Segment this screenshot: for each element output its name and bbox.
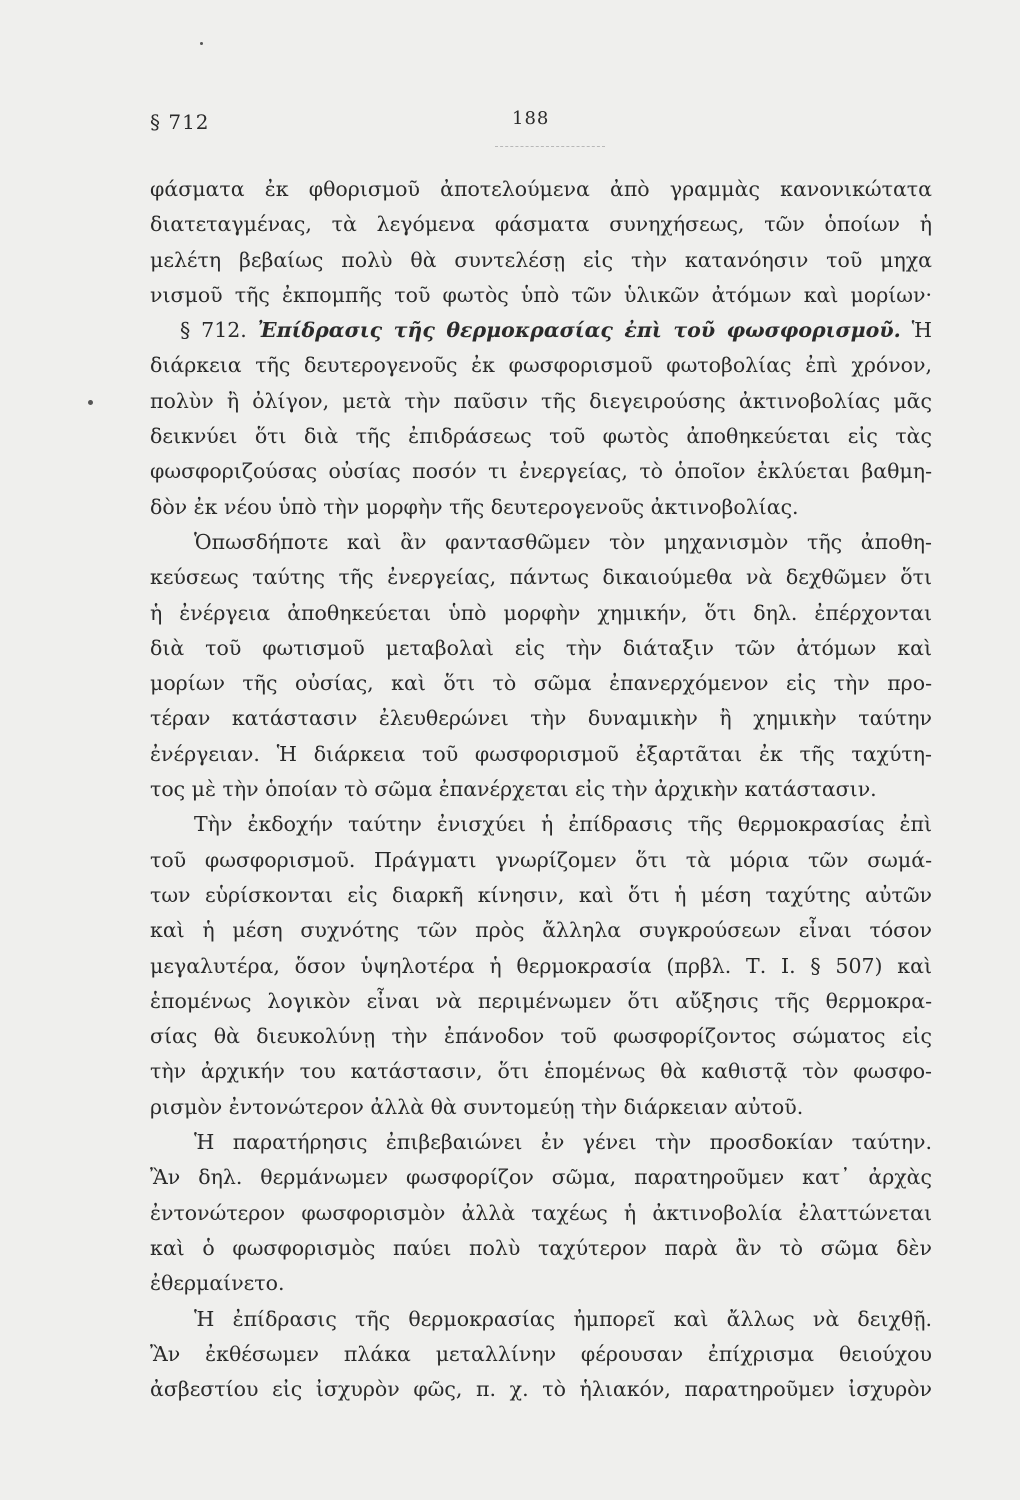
section-heading-line	[150, 313, 932, 348]
text-line: Ἂν ἐκθέσωμεν πλάκα μεταλλίνην φέρουσαν ἐπίχρισμα θειούχου	[150, 1341, 932, 1366]
text-line: πολὺν ἢ ὀλίγον, μετὰ τὴν παῦσιν τῆς διεγειρούσης ἀκτινοβολίας μᾶς	[150, 388, 932, 413]
text-line: ἡ ἐνέργεια ἀποθηκεύεται ὑπὸ μορφὴν χημικήν, ὅτι δηλ. ἐπέρχονται	[150, 600, 932, 625]
text-line: μελέτη βεβαίως πολὺ θὰ συντελέσῃ εἰς τὴν κατανόησιν τοῦ μηχα	[150, 247, 932, 272]
text-line: ἐντονώτερον φωσφορισμὸν ἀλλὰ ταχέως ἡ ἀκτινοβολία ἐλαττώνεται	[150, 1200, 932, 1225]
page-number: 188	[512, 108, 550, 129]
print-speck	[88, 400, 93, 405]
text-line: ἐνέργειαν. Ἡ διάρκεια τοῦ φωσφορισμοῦ ἐξαρτᾶται ἐκ τῆς ταχύτη-	[150, 741, 932, 766]
text-line: ρισμὸν ἐντονώτερον ἀλλὰ θὰ συντομεύῃ τὴν διάρκειαν αὐτοῦ.	[150, 1094, 804, 1119]
print-speck	[200, 42, 203, 45]
text-line: νισμοῦ τῆς ἐκπομπῆς τοῦ φωτὸς ὑπὸ τῶν ὑλικῶν ἀτόμων καὶ μορίων·	[150, 282, 932, 307]
body-text	[150, 172, 932, 1407]
text-line: ἀσβεστίου εἰς ἰσχυρὸν φῶς, π. χ. τὸ ἡλιακόν, παρατηροῦμεν ἰσχυρὸν	[150, 1377, 932, 1402]
text-line: τοῦ φωσφορισμοῦ. Πράγματι γνωρίζομεν ὅτι τὰ μόρια τῶν σωμά-	[150, 847, 932, 872]
header-rule	[495, 146, 605, 147]
text-line: των εὑρίσκονται εἰς διαρκῆ κίνησιν, καὶ ὅτι ἡ μέση ταχύτης αὐτῶν	[150, 882, 932, 907]
section-number: § 712.	[180, 318, 247, 343]
text-line: τὴν ἀρχικήν του κατάστασιν, ὅτι ἑπομένως θὰ καθιστᾷ τὸν φωσφο-	[150, 1059, 932, 1084]
text-line: φωσφοριζούσας οὐσίας ποσόν τι ἐνεργείας, τὸ ὁποῖον ἐκλύεται βαθμη-	[150, 459, 932, 484]
text-line: φάσματα ἐκ φθορισμοῦ ἀποτελούμενα ἀπὸ γραμμὰς κανονικώτατα	[150, 177, 932, 201]
text-line: ἑπομένως λογικὸν εἶναι νὰ περιμένωμεν ὅτι αὔξησις τῆς θερμοκρα-	[150, 988, 932, 1013]
text-line: σίας θὰ διευκολύνῃ τὴν ἐπάνοδον τοῦ φωσφορίζοντος σώματος εἰς	[150, 1024, 932, 1049]
text-line: διατεταγμένας, τὰ λεγόμενα φάσματα συνηχήσεως, τῶν ὁποίων ἡ	[150, 212, 932, 237]
running-section-number: § 712	[150, 110, 210, 134]
paragraph-start-line: Ἡ παρατήρησις ἐπιβεβαιώνει ἐν γένει τὴν προσδοκίαν ταύτην.	[194, 1130, 932, 1155]
section-title: Ἐπίδρασις τῆς θερμοκρασίας ἐπὶ τοῦ φωσφορισμοῦ.	[257, 318, 901, 343]
text-line: καὶ ὁ φωσφορισμὸς παύει πολὺ ταχύτερον παρὰ ἂν τὸ σῶμα δὲν	[150, 1235, 932, 1260]
paragraph-start-line: Τὴν ἐκδοχήν ταύτην ἐνισχύει ἡ ἐπίδρασις τῆς θερμοκρασίας ἐπὶ	[194, 812, 932, 837]
text-line: διάρκεια τῆς δευτερογενοῦς ἐκ φωσφορισμοῦ φωτοβολίας ἐπὶ χρόνον,	[150, 353, 932, 378]
page-header	[150, 110, 930, 146]
paragraph-start-line: Ὁπωσδήποτε καὶ ἂν φαντασθῶμεν τὸν μηχανισμὸν τῆς ἀποθη-	[194, 529, 932, 554]
text-line: καὶ ἡ μέση συχνότης τῶν πρὸς ἄλληλα συγκρούσεων εἶναι τόσον	[150, 918, 932, 943]
text-line: κεύσεως ταύτης τῆς ἐνεργείας, πάντως δικαιούμεθα νὰ δεχθῶμεν ὅτι	[150, 565, 932, 590]
text-line: μορίων τῆς οὐσίας, καὶ ὅτι τὸ σῶμα ἐπανερχόμενον εἰς τὴν προ-	[150, 671, 932, 696]
text-line: μεγαλυτέρα, ὅσον ὑψηλοτέρα ἡ θερμοκρασία (πρβλ. Τ. Ι. § 507) καὶ	[150, 953, 932, 978]
text-line: δεικνύει ὅτι διὰ τῆς ἐπιδράσεως τοῦ φωτὸς ἀποθηκεύεται εἰς τὰς	[150, 424, 932, 449]
text-line: Ἂν δηλ. θερμάνωμεν φωσφορίζον σῶμα, παρατηροῦμεν κατ᾽ ἀρχὰς	[150, 1165, 932, 1190]
text-line: ἐθερμαίνετο.	[150, 1271, 285, 1296]
text-line: δὸν ἐκ νέου ὑπὸ τὴν μορφὴν τῆς δευτερογενοῦς ἀκτινοβολίας.	[150, 494, 799, 519]
paragraph-start-line: Ἡ ἐπίδρασις τῆς θερμοκρασίας ἠμπορεῖ καὶ ἄλλως νὰ δειχθῇ.	[194, 1306, 932, 1331]
text-line: τος μὲ τὴν ὁποίαν τὸ σῶμα ἐπανέρχεται εἰς τὴν ἀρχικὴν κατάστασιν.	[150, 777, 877, 802]
text-line: διὰ τοῦ φωτισμοῦ μεταβολαὶ εἰς τὴν διάταξιν τῶν ἀτόμων καὶ	[150, 635, 932, 660]
text-line: τέραν κατάστασιν ἐλευθερώνει τὴν δυναμικὴν ἢ χημικὴν ταύτην	[150, 706, 932, 731]
heading-continuation: Ἡ	[911, 318, 932, 343]
